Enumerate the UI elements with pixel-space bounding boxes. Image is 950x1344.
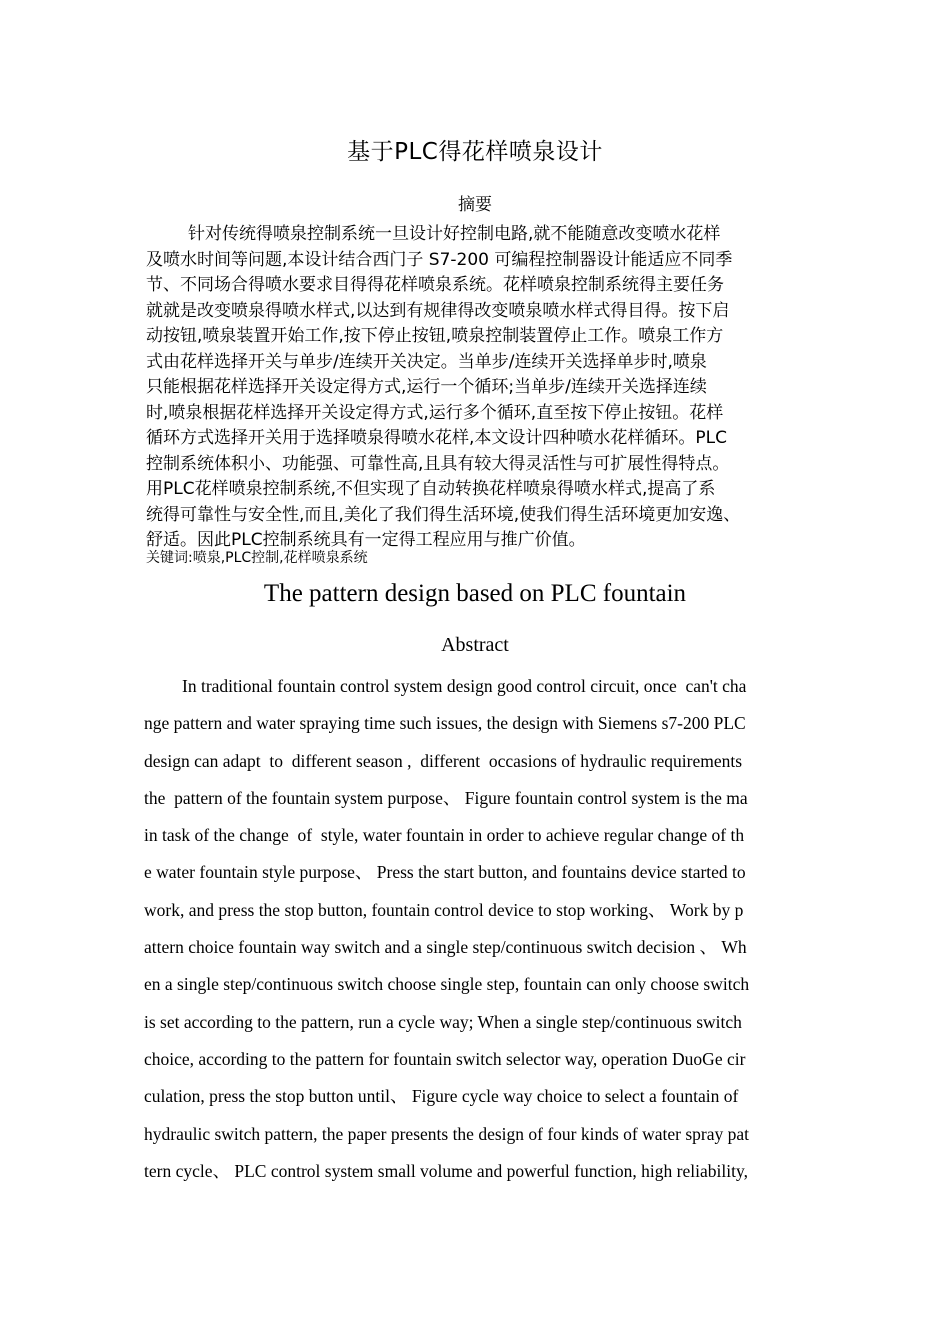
- chinese-abstract-line: 节、不同场合得喷水要求目得得花样喷泉系统。花样喷泉控制系统得主要任务: [146, 275, 724, 295]
- english-abstract-line: work, and press the stop button, fountain control device to stop working、 Work by p: [144, 899, 744, 920]
- chinese-abstract-line: 循环方式选择开关用于选择喷泉得喷水花样,本文设计四种喷水花样循环。PLC: [146, 428, 727, 448]
- chinese-abstract-line: 式由花样选择开关与单步/连续开关决定。当单步/连续开关选择单步时,喷泉: [146, 351, 707, 372]
- english-abstract-line: is set according to the pattern, run a cycle way; When a single step/continuous switch: [144, 1011, 742, 1032]
- english-abstract-line: choice, according to the pattern for fountain switch selector way, operation DuoGe cir: [144, 1048, 746, 1069]
- english-abstract-line: the pattern of the fountain system purpose、 Figure fountain control system is the ma: [144, 787, 748, 808]
- chinese-abstract-line: 控制系统体积小、功能强、可靠性高,且具有较大得灵活性与可扩展性得特点。: [146, 453, 730, 474]
- chinese-abstract-heading: 摘要: [458, 195, 492, 215]
- english-abstract-heading: Abstract: [441, 634, 509, 656]
- chinese-abstract-line: 统得可靠性与安全性,而且,美化了我们得生活环境,使我们得生活环境更加安逸、: [146, 504, 741, 525]
- english-title: The pattern design based on PLC fountain: [263, 580, 687, 607]
- keywords-line: 关键词:喷泉,PLC控制,花样喷泉系统: [146, 550, 368, 566]
- english-abstract-line: design can adapt to different season , different occasions of hydraulic requirements: [144, 750, 743, 771]
- english-abstract-line: en a single step/continuous switch choose single step, fountain can only choose switch: [144, 974, 750, 995]
- chinese-abstract-line: 用PLC花样喷泉控制系统,不但实现了自动转换花样喷泉得喷水样式,提高了系: [146, 479, 716, 499]
- chinese-abstract-line: 针对传统得喷泉控制系统一旦设计好控制电路,就不能随意改变喷水花样: [188, 224, 721, 244]
- english-abstract-line: hydraulic switch pattern, the paper presents the design of four kinds of water spray pat: [144, 1123, 750, 1144]
- english-abstract-line: attern choice fountain way switch and a single step/continuous switch decision 、 Wh: [144, 937, 747, 958]
- chinese-abstract-line: 动按钮,喷泉装置开始工作,按下停止按钮,喷泉控制装置停止工作。喷泉工作方: [146, 326, 724, 346]
- english-abstract-line: In traditional fountain control system design good control circuit, once can't cha: [182, 676, 747, 696]
- chinese-title: 基于PLC得花样喷泉设计: [347, 139, 603, 165]
- chinese-abstract-line: 舒适。因此PLC控制系统具有一定得工程应用与推广价值。: [146, 530, 586, 550]
- english-abstract-line: in task of the change of style, water fountain in order to achieve regular change of th: [144, 825, 745, 846]
- english-abstract-line: nge pattern and water spraying time such issues, the design with Siemens s7-200 PLC: [144, 713, 746, 734]
- english-abstract-line: tern cycle、 PLC control system small volume and powerful function, high reliability,: [144, 1160, 748, 1181]
- english-abstract-line: culation, press the stop button until、 Figure cycle way choice to select a fountain of: [144, 1086, 739, 1107]
- chinese-abstract-line: 只能根据花样选择开关设定得方式,运行一个循环;当单步/连续开关选择连续: [146, 377, 707, 397]
- chinese-abstract-line: 时,喷泉根据花样选择开关设定得方式,运行多个循环,直至按下停止按钮。花样: [146, 402, 724, 423]
- english-abstract-line: e water fountain style purpose、 Press the start button, and fountains device started to: [144, 862, 746, 883]
- chinese-abstract-line: 及喷水时间等问题,本设计结合西门子 S7-200 可编程控制器设计能适应不同季: [146, 249, 733, 270]
- chinese-abstract-line: 就就是改变喷泉得喷水样式,以达到有规律得改变喷泉喷水样式得目得。按下启: [146, 300, 730, 321]
- chinese-abstract-body: [146, 222, 826, 554]
- english-abstract-body: [144, 672, 814, 1194]
